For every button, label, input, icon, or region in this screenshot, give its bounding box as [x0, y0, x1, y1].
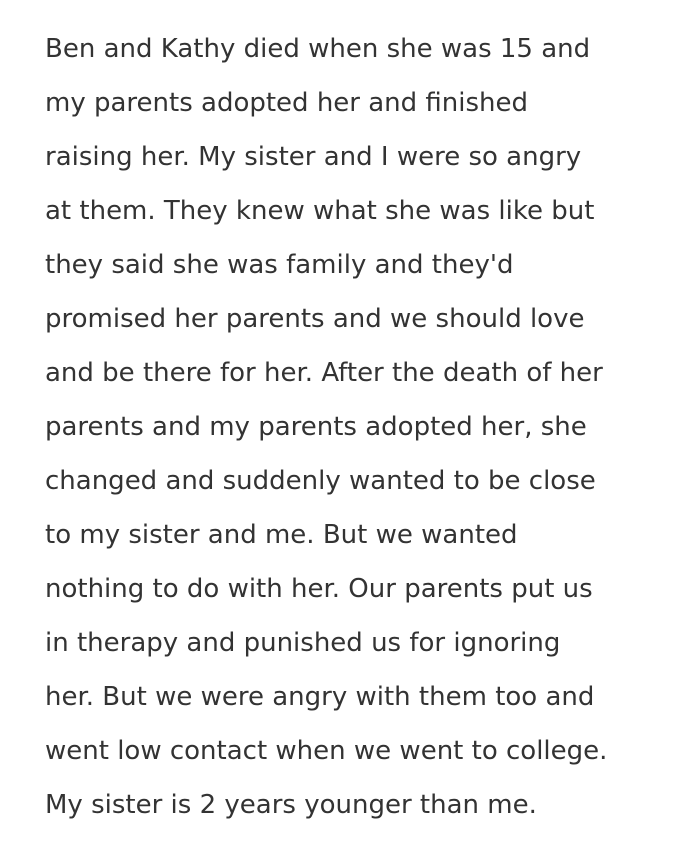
text-line: promised her parents and we should love [45, 304, 585, 334]
text-line: My sister is 2 years younger than me. [45, 790, 537, 820]
text-line: at them. They knew what she was like but [45, 196, 595, 226]
text-line: and be there for her. After the death of her [45, 358, 603, 388]
text-line: parents and my parents adopted her, she [45, 412, 587, 442]
text-line: nothing to do with her. Our parents put us [45, 574, 593, 604]
text-line: went low contact when we went to college. [45, 736, 608, 766]
story-paragraph [45, 22, 695, 832]
text-line: raising her. My sister and I were so angry [45, 142, 582, 172]
text-line: Ben and Kathy died when she was 15 and [45, 34, 591, 64]
text-line: in therapy and punished us for ignoring [45, 628, 561, 658]
text-line: changed and suddenly wanted to be close [45, 466, 596, 496]
text-line: her. But we were angry with them too and [45, 682, 595, 712]
text-line: they said she was family and they'd [45, 250, 514, 280]
text-line: my parents adopted her and finished [45, 88, 529, 118]
text-line: to my sister and me. But we wanted [45, 520, 518, 550]
